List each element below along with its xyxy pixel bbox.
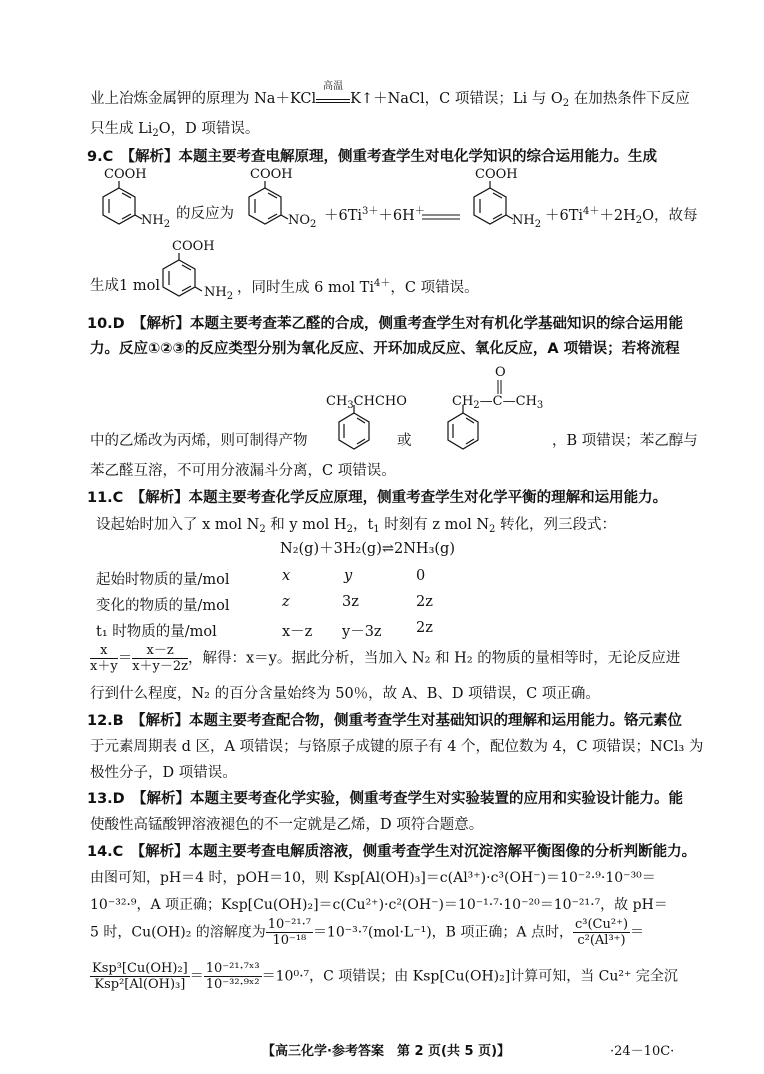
mol-label-phenylpropanal: $CH_3CHCHO$ [326,394,407,411]
question-12-header [87,714,682,729]
text-run: 14.C 【解析】本题主要考查电解质溶液，侧重考查学生对沉淀溶解平衡图像的分析判断能力。 [87,844,697,860]
text-run: O，D 项错误。 [158,121,260,137]
text-run: 业上冶炼金属钾的原理为 Na＋KCl [90,91,317,107]
fraction: $\frac{\text{Ksp³[Cu(OH)₂]}}{\text{Ksp²[Al(OH)₃]}}$ [92,961,188,992]
text-line [90,342,680,357]
cooh-label: COOH [475,167,518,182]
cooh-label: COOH [250,167,293,182]
question-10-header [87,317,683,332]
fraction: $\frac{x}{x+y}$ [90,643,118,674]
fraction: $\frac{\text{c³(Cu²⁺)}}{\text{c²(Al³⁺)}}$ [574,917,629,948]
text-line: 使酸性高锰酸钾溶液褪色的不一定就是乙烯，D 项符合题意。 [90,817,484,833]
text-run: 10.D 【解析】本题主要考查苯乙醛的合成，侧重考查学生对有机化学基础知识的综合运用能 [87,316,683,332]
text-run: ，同时生成 6 mol $Ti^{4+}$，C 项错误。 [237,278,479,296]
question-9-header [87,150,657,165]
nh2-label: $NH_2$ [204,285,234,302]
table-cell: t₁ 时物质的量/mol [96,624,217,640]
table-cell: 0 [416,568,426,584]
text-run: K↑＋NaCl，C 项错误；Li 与 O [350,91,563,107]
table-cell: 2z [416,594,433,610]
table-cell: 2z [416,620,433,636]
equilibrium-arrow [422,210,460,225]
text-run: 的反应为 [176,206,234,222]
text-run: 11.C 【解析】本题主要考查化学反应原理，侧重考查学生对化学平衡的理解和运用能力。 [87,490,668,506]
text-run: 中的乙烯改为丙烯，则可制得产物 [90,433,308,449]
fraction: $\frac{x-z}{x+y-2z}$ [132,643,188,674]
text-line: 行到什么程度，N₂ 的百分含量始终为 50％，故 A、B、D 项错误，C 项正确。 [90,686,600,702]
fraction: $\frac{\text{10⁻²¹·⁷ˣ³}}{\text{10⁻³²·⁹ˣ²}}$ [205,961,260,992]
text-line: 设起始时加入了 x mol $N_2$ 和 y mol $H_2$，$t_1$ 时刻有 z mol $N_2$ 转化，列三段式： [96,517,617,535]
table-cell: y [344,568,353,584]
benzene-ring-icon [443,405,483,451]
condition-label: 高温 [323,81,344,92]
text-line: 业上冶炼金属钾的原理为 Na＋KCl 高温 K↑＋NaCl，C 项错误；Li 与 $O_2$ 在加热条件下反应 [90,81,690,109]
question-13-header [87,792,683,807]
question-14-header [87,845,696,860]
nh2-label: $NH_2$ [141,213,171,230]
page-code: ·24－10C· [610,1044,675,1059]
text-line: 苯乙醛互溶，不可用分液漏斗分离，C 项错误。 [90,463,396,479]
mol-label-phenylacetone: $CH_2—C—CH_3$ [452,394,544,411]
reaction-arrow [316,81,350,103]
table-cell: 变化的物质的量/mol [96,598,230,614]
text-run: $+6Ti^{3+}+6H^+$ [324,206,425,224]
table-cell: 起始时物质的量/mol [96,572,230,588]
table-cell: 3z [342,594,359,610]
text-run: 或 [397,433,412,449]
text-run: 只生成 Li [90,121,153,137]
oxygen-label: O [495,365,506,380]
fraction: $\frac{\text{10⁻²¹·⁷}}{\text{10⁻¹⁸}}$ [267,917,311,948]
text-run: ，B 项错误；苯乙醇与 [552,433,698,449]
benzene-ring-icon [334,405,374,451]
text-run: 在加热条件下反应 [569,91,690,107]
text-run: 力。反应①②③的反应类型分别为氧化反应、开环加成反应、氧化反应，A 项错误；若将流程 [90,341,680,357]
text-run: 9.C 【解析】本题主要考查电解原理，侧重考查学生对电化学知识的综合运用能力。生成 [87,149,657,165]
text-line: $\frac{x}{x+y}$ ＝ $\frac{x-z}{x+y-2z}$ ，解得：x＝y。据此分析，当加入 N₂ 和 H₂ 的物质的量相等时，无论反应进 [90,643,681,674]
no2-label: $NO_2$ [288,213,317,230]
equilibrium-equation: N₂(g)＋3H₂(g)⇌2NH₃(g) [280,541,455,557]
text-line: 由图可知，pH＝4 时，pOH＝10，则 Ksp[Al(OH)₃]＝c(Al³⁺)·c³(OH⁻)＝10⁻²·⁹·10⁻³⁰＝ [90,870,656,886]
table-cell: x－z [282,624,313,640]
page-footer: 【高三化学·参考答案 第 2 页(共 5 页)】 [262,1044,511,1059]
text-run: 生成1 mol [90,278,160,294]
table-cell: y－3z [342,624,382,640]
text-line: 5 时，Cu(OH)₂ 的溶解度为 $\frac{\text{10⁻²¹·⁷}}{\text{10⁻¹⁸}}$ ＝10⁻³·⁷(mol·L⁻¹)，B 项正确；A 点时， $\frac{\text{c³(Cu²⁺)}}{\text{c²(Al³⁺)}}$ ＝ [90,917,645,948]
text-run: 12.B 【解析】本题主要考查配合物，侧重考查学生对基础知识的理解和运用能力。铬元素位 [87,713,682,729]
text-line: 10⁻³²·⁹，A 项正确；Ksp[Cu(OH)₂]＝c(Cu²⁺)·c²(OH⁻)＝10⁻¹·⁷·10⁻²⁰＝10⁻²¹·⁷，故 pH＝ [90,897,668,913]
text-run: 13.D 【解析】本题主要考查化学实验，侧重考查学生对实验装置的应用和实验设计能力。能 [87,791,683,807]
text-line: $\frac{\text{Ksp³[Cu(OH)₂]}}{\text{Ksp²[Al(OH)₃]}}$ ＝ $\frac{\text{10⁻²¹·⁷ˣ³}}{\text{10⁻³²·⁹ˣ²}}$ ＝10⁰·⁷，C 项错误；由 Ksp[Cu(OH)₂]计算可知，当 Cu²⁺ 完全沉 [92,961,678,992]
table-cell: x [282,568,291,584]
question-11-header [87,491,667,506]
table-cell: z [282,594,290,610]
text-line: 于元素周期表 d 区，A 项错误；与铬原子成键的原子有 4 个，配位数为 4，C 项错误；NCl₃ 为 [90,739,704,755]
nh2-label: $NH_2$ [512,213,542,230]
text-line: 极性分子，D 项错误。 [90,765,237,781]
cooh-label: COOH [172,239,215,254]
cooh-label: COOH [104,167,147,182]
text-line: 只生成 $Li_2O$，D 项错误。 [90,121,260,139]
text-run: $+6Ti^{4+}+2H_2O$，故每 [545,206,698,226]
